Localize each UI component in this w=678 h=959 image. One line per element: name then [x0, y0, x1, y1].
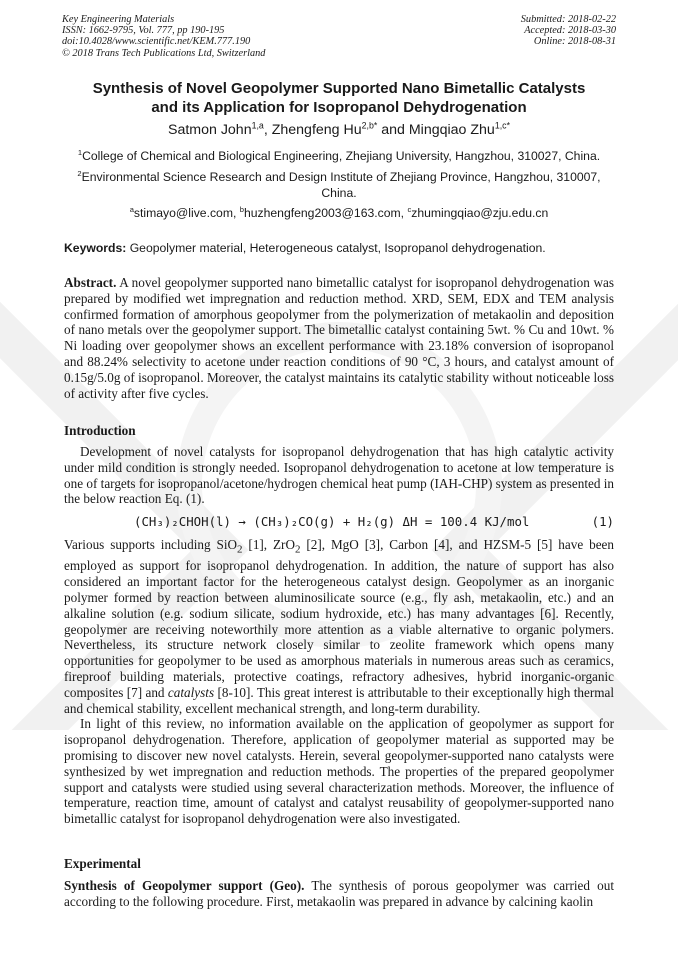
copyright: © 2018 Trans Tech Publications Ltd, Switzerland	[62, 47, 266, 59]
introduction-heading: Introduction	[64, 423, 136, 438]
intro-p2-part: [1], ZrO	[242, 537, 295, 552]
author-2-affiliation: 2,b*	[361, 120, 378, 131]
author-2: Zhengfeng Hu	[271, 122, 362, 138]
email-a[interactable]: stimayo@live.com,	[133, 206, 240, 220]
experimental-heading: Experimental	[64, 856, 141, 871]
subscript: 2	[294, 543, 301, 556]
experimental-subheading: Synthesis of Geopolymer support (Geo).	[64, 878, 305, 893]
intro-p2-part: [8-10]. This great interest is attributable to their exceptionally high thermal and chemical stability, excellent mechanical strength, and long-term durability.	[64, 684, 614, 716]
equation-body: (CH₃)₂CHOH(l) → (CH₃)₂CO(g) + H₂(g) ΔH = 100.4 KJ/mol	[134, 514, 530, 529]
email-b[interactable]: huzhengfeng2003@163.com,	[243, 206, 408, 220]
author-3: Mingqiao Zhu	[408, 122, 495, 138]
accepted-date: Accepted: 2018-03-30	[524, 25, 616, 37]
introduction-paragraphs	[64, 537, 614, 827]
publication-dates	[521, 14, 616, 48]
journal-info	[62, 14, 265, 59]
author-3-affiliation: 1,c*	[494, 120, 510, 131]
experimental-p1	[64, 878, 614, 910]
abstract-label: Abstract.	[64, 275, 117, 290]
reaction-equation	[64, 513, 614, 531]
email-c[interactable]: zhumingqiao@zju.edu.cn	[411, 206, 549, 220]
journal-name: Key Engineering Materials	[62, 14, 175, 25]
author-separator: and	[377, 122, 409, 138]
affiliation-1-text: College of Chemical and Biological Engineering, Zhejiang University, Hangzhou, 310027, China.	[82, 149, 601, 163]
affiliation-1	[62, 148, 616, 164]
author-separator: ,	[263, 122, 272, 138]
keywords	[64, 240, 616, 256]
title-line-2: and its Application for Isopropanol Dehydrogenation	[151, 99, 527, 116]
keywords-text: Geopolymer material, Heterogeneous catalyst, Isopropanol dehydrogenation.	[126, 241, 546, 255]
email-a-marker: a	[129, 204, 134, 214]
affiliation-2-text: Environmental Science Research and Design Institute of Zhejiang Province, Hangzhou, 310007, China.	[81, 170, 601, 201]
email-b-marker: b	[239, 204, 244, 214]
issn: ISSN: 1662-9795, Vol. 777, pp 190-195	[62, 25, 225, 37]
author-list	[20, 121, 658, 139]
online-date: Online: 2018-08-31	[533, 36, 616, 48]
paper-title	[40, 79, 638, 117]
intro-p2-part: [2], MgO [3], Carbon [4], and HZSM-5 [5] have been employed as support for isopropanol dehydrogenation. In addition, the nature of support has also considered an important factor for the heterogeneous catalyst design. Geopolymer as an inorganic polymer formed by reaction between aluminosilicate source (e.g., fly ash, metakaolin, etc.) and an alkaline solution (e.g. sodium silicate, sodium hydroxide, etc.) has many advantages [6]. Recently, geopolymer are receiving noteworthily more attention as a viable alternative to organic polymers. Nevertheless, its structure network closely similar to zeolite framework which opens many opportunities for geopolymer to be used as amorphous materials in numerous areas such as ceramics, fireproof building materials, protective coatings, refractory adhesives, hybrid inorganic-organic composites [7] and	[64, 537, 614, 700]
abstract-text: A novel geopolymer supported nano bimetallic catalyst for isopropanol dehydrogenation was prepared by modified wet impregnation and reduction method. XRD, SEM, EDX and TEM analysis confirmed formation of amorphous geopolymer from the polymerization of metakaolin and deposition of nano metals over the geopolymer support. The bimetallic catalyst containing 5wt. % Cu and 10wt. % Ni loading over geopolymer shows an excellent performance with 23.18% conversion of isopropanol and 88.24% selectivity to acetone under reaction conditions of 90 °C, 3 hours, and catalyst amount of 0.15g/5.0g of isopropanol. Moreover, the catalyst maintains its catalytic stability without noticeable loss of activity after five cycles.	[64, 275, 614, 401]
author-1: Satmon John	[167, 122, 252, 138]
author-1-affiliation: 1,a	[251, 120, 264, 131]
abstract	[64, 275, 614, 401]
experimental-paragraph	[64, 878, 614, 910]
intro-p2-italic: catalysts	[167, 684, 215, 700]
affiliation-2-marker: 2	[77, 168, 82, 178]
intro-p2-part: Various supports including SiO	[64, 537, 238, 552]
introduction-paragraph-1	[64, 444, 614, 507]
subscript: 2	[237, 543, 243, 556]
affiliation-1-marker: 1	[77, 147, 83, 157]
affiliation-2	[62, 169, 616, 202]
intro-p2	[64, 537, 614, 716]
experimental-text: The synthesis of porous geopolymer was carried out according to the following procedure. First, metakaolin was prepared in advance by calcining kaolin	[64, 878, 614, 909]
doi: doi:10.4028/www.scientific.net/KEM.777.190	[62, 36, 251, 48]
submitted-date: Submitted: 2018-02-22	[520, 14, 616, 25]
intro-p1: Development of novel catalysts for isopropanol dehydrogenation that has high catalytic activity under mild condition is strongly needed. Isopropanol dehydrogenation to acetone at low temperature is one of targets for isopropanol/acetone/hydrogen chemical heat pump (IAH-CHP) system as presented in the below reaction Eq. (1).	[64, 444, 614, 507]
keywords-label: Keywords:	[64, 241, 127, 255]
email-c-marker: c	[407, 204, 412, 214]
email-list	[62, 205, 616, 221]
title-line-1: Synthesis of Novel Geopolymer Supported Nano Bimetallic Catalysts	[92, 80, 586, 97]
equation-number: (1)	[591, 514, 614, 529]
intro-p3: In light of this review, no information available on the application of geopolymer as support for isopropanol dehydrogenation. Therefore, application of geopolymer material as supported may be promising to discover new novel catalysts. Herein, several geopolymer-supported nano catalysts were synthesized by wet impregnation and reduction methods. The properties of the prepared geopolymer support and catalysts were studied using several characterization methods. Moreover, the influence of temperature, reaction time, amount of catalyst and catalyst reusability of geopolymer-supported nano bimetallic catalyst for isopropanol dehydrogenation were also investigated.	[64, 716, 614, 827]
